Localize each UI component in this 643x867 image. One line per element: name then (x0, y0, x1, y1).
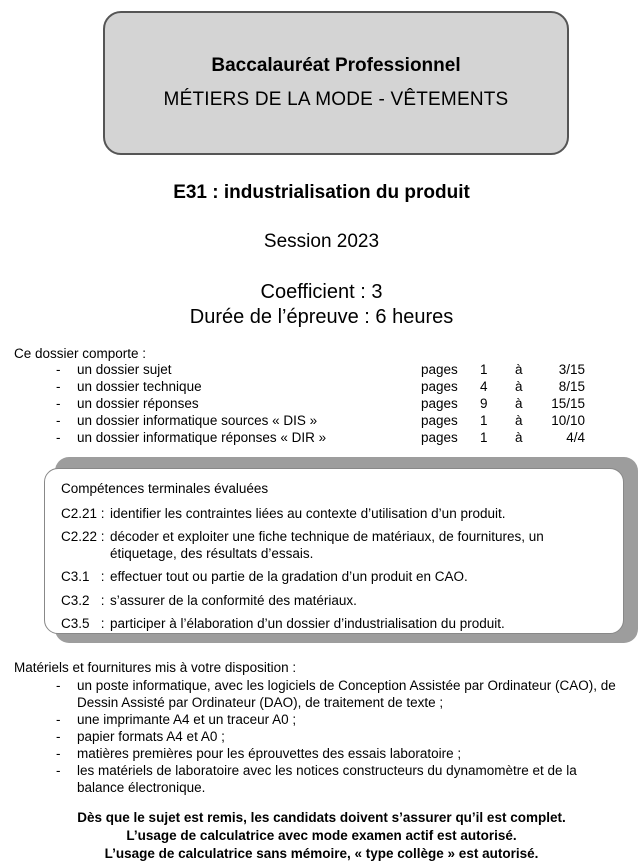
dossier-page-from: 4 (480, 379, 488, 394)
dossier-label: un dossier technique (77, 379, 202, 394)
competence-code: C3.5 : (61, 616, 105, 631)
header-box (103, 11, 569, 155)
list-dash: - (56, 430, 61, 445)
dossier-a: à (515, 396, 523, 411)
dossier-pages-word: pages (421, 413, 458, 428)
dossier-page-from: 9 (480, 396, 488, 411)
competence-code: C3.2 : (61, 593, 105, 608)
dossier-page-from: 1 (480, 413, 488, 428)
dossier-row (0, 413, 643, 430)
list-dash: - (56, 763, 61, 778)
exam-duration: Durée de l’épreuve : 6 heures (189, 306, 454, 328)
materiel-text: une imprimante A4 et un traceur A0 ; (77, 712, 297, 727)
materiels-list (0, 677, 643, 796)
list-item (0, 762, 643, 796)
dossier-pages-word: pages (421, 396, 458, 411)
materiel-text: un poste informatique, avec les logiciels de Conception Assistée par Ordinateur (CAO), de Dessin Assisté par Ordinateur (DAO), de traitement de texte ; (77, 678, 616, 710)
dossier-label: un dossier sujet (77, 362, 172, 377)
dossier-a: à (515, 430, 523, 445)
dossier-label: un dossier informatique réponses « DIR » (77, 430, 327, 445)
list-dash: - (56, 729, 61, 744)
exam-coefficient: Coefficient : 3 (260, 281, 383, 303)
dossier-page-to: 4/4 (566, 430, 585, 445)
dossier-page-to: 15/15 (551, 396, 585, 411)
materiel-text: matières premières pour les éprouvettes des essais laboratoire ; (77, 746, 462, 761)
materiels-intro: Matériels et fournitures mis à votre disposition : (14, 660, 297, 675)
competences-heading: Compétences terminales évaluées (61, 481, 269, 496)
dossier-row (0, 362, 643, 379)
dossier-page-from: 1 (480, 430, 488, 445)
dossier-intro: Ce dossier comporte : (14, 346, 147, 361)
header-title: Baccalauréat Professionnel (211, 55, 461, 76)
dossier-pages-word: pages (421, 379, 458, 394)
list-item (0, 711, 643, 728)
header-subtitle: MÉTIERS DE LA MODE - VÊTEMENTS (163, 89, 509, 110)
dossier-a: à (515, 413, 523, 428)
competence-text: effectuer tout ou partie de la gradation d’un produit en CAO. (110, 569, 468, 584)
materiel-text: les matériels de laboratoire avec les notices constructeurs du dynamomètre et de la balance électronique. (77, 763, 577, 795)
list-item (0, 745, 643, 762)
competence-text: s’assurer de la conformité des matériaux. (110, 593, 357, 608)
competence-code: C3.1 : (61, 569, 105, 584)
competence-text: décoder et exploiter une fiche technique de matériaux, de fournitures, un étiquetage, des résultats d’essais. (110, 529, 544, 561)
list-dash: - (56, 362, 61, 377)
dossier-row (0, 430, 643, 447)
dossier-a: à (515, 379, 523, 394)
exam-session: Session 2023 (263, 231, 380, 252)
dossier-label: un dossier réponses (77, 396, 199, 411)
dossier-page-to: 10/10 (551, 413, 585, 428)
list-dash: - (56, 379, 61, 394)
dossier-row (0, 379, 643, 396)
dossier-page-to: 3/15 (558, 362, 585, 377)
list-dash: - (56, 678, 61, 693)
dossier-pages-word: pages (421, 362, 458, 377)
notice-calculator-exam-mode: L’usage de calculatrice avec mode examen actif est autorisé. (126, 828, 517, 843)
materiel-text: papier formats A4 et A0 ; (77, 729, 225, 744)
list-dash: - (56, 396, 61, 411)
list-dash: - (56, 712, 61, 727)
list-dash: - (56, 413, 61, 428)
dossier-pages-word: pages (421, 430, 458, 445)
list-dash: - (56, 746, 61, 761)
competence-code: C2.21 : (61, 506, 105, 521)
dossier-row (0, 396, 643, 413)
exam-title: E31 : industrialisation du produit (173, 182, 470, 203)
dossier-page-from: 1 (480, 362, 488, 377)
competence-text: participer à l’élaboration d’un dossier d’industrialisation du produit. (110, 616, 505, 631)
competences-box (44, 468, 624, 634)
competence-code: C2.22 : (61, 529, 105, 544)
dossier-label: un dossier informatique sources « DIS » (77, 413, 318, 428)
list-item (0, 677, 643, 711)
notice-complete: Dès que le sujet est remis, les candidats doivent s’assurer qu’il est complet. (77, 810, 566, 825)
dossier-a: à (515, 362, 523, 377)
notice-calculator-college: L’usage de calculatrice sans mémoire, « type collège » est autorisé. (104, 846, 539, 861)
competence-text: identifier les contraintes liées au contexte d’utilisation d’un produit. (110, 506, 506, 521)
list-item (0, 728, 643, 745)
dossier-page-to: 8/15 (558, 379, 585, 394)
dossier-list (0, 362, 643, 447)
